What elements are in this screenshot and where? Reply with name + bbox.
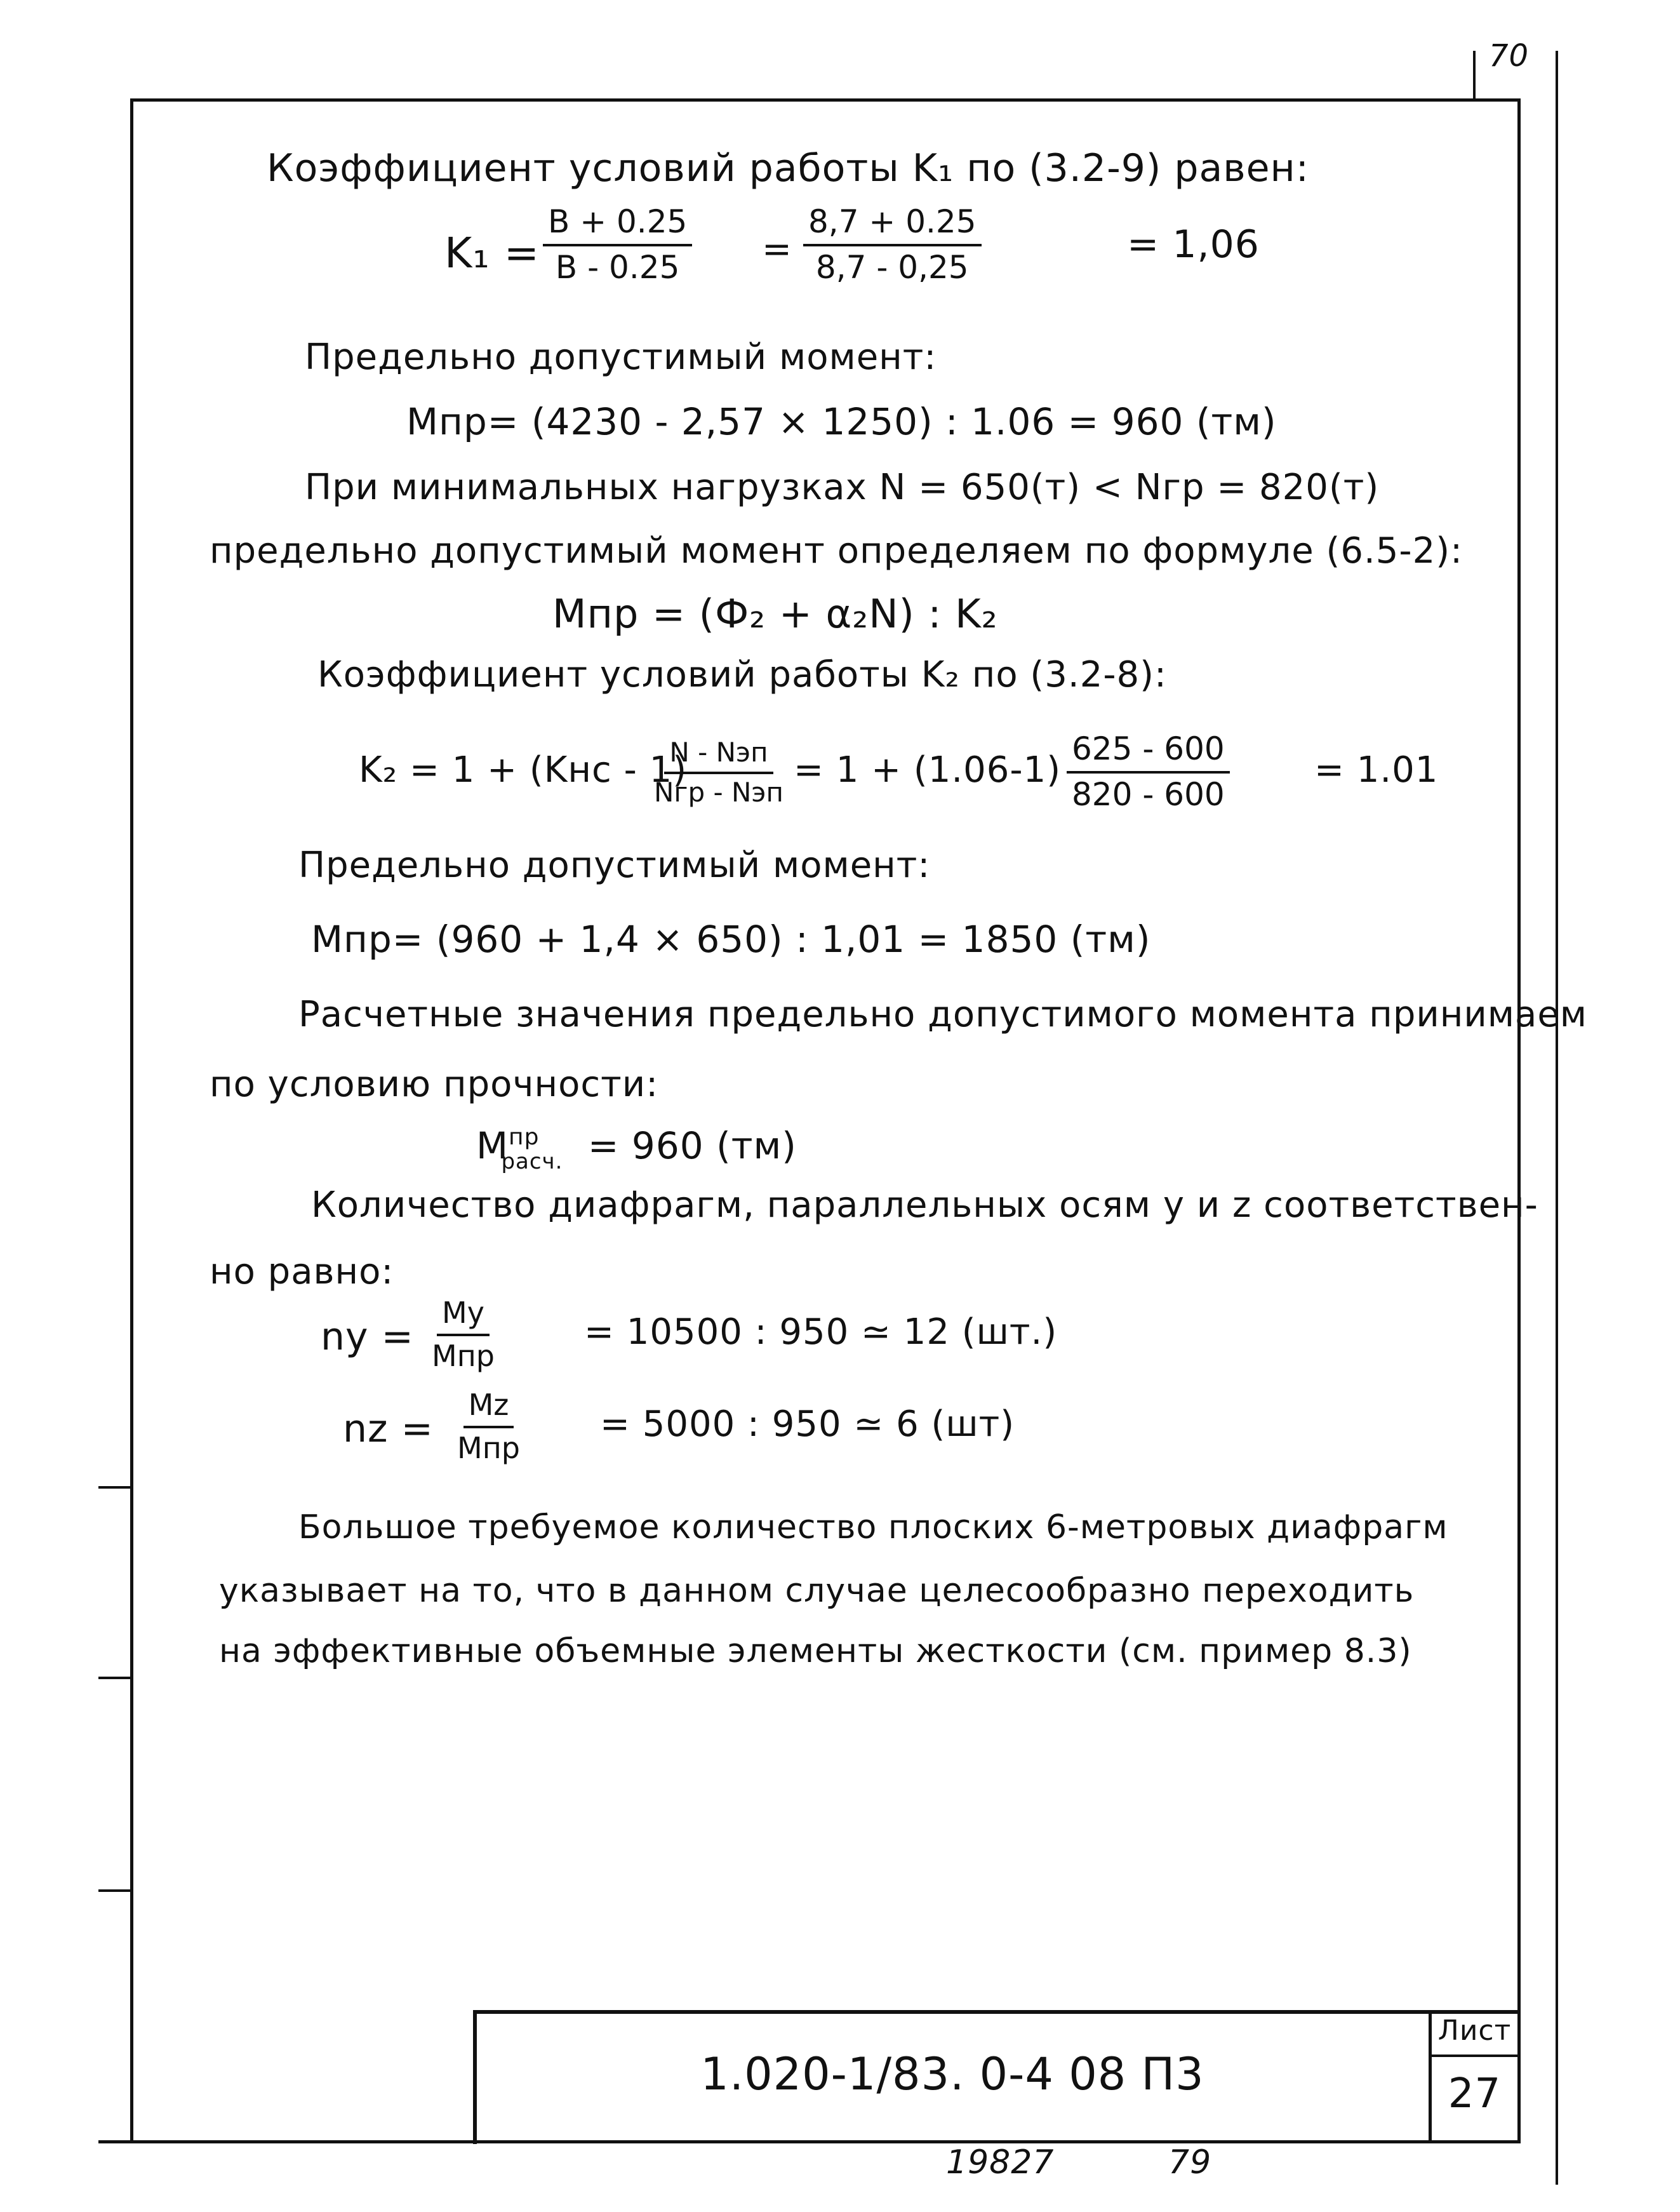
text-line-8: Коэффициент условий работы K₂ по (3.2-8):	[317, 654, 1167, 695]
k1-fraction-2	[803, 203, 982, 286]
k1-f1-num: B + 0.25	[543, 203, 692, 246]
k1-f1-den: B - 0.25	[555, 249, 680, 286]
frame-outer-right	[1556, 51, 1558, 2185]
text-line-6: предельно допустимый момент определяем по формуле (6.5-2):	[210, 530, 1463, 572]
nz-den: Mпр	[457, 1431, 520, 1465]
m-rasch-symbol: M	[476, 1124, 509, 1167]
k2-fraction-1	[654, 737, 783, 808]
text-line-10: Предельно допустимый момент:	[298, 845, 931, 886]
title-block-sheet-label: Лист	[1437, 2014, 1512, 2047]
k2-f1-den: Nгр - Nэп	[654, 777, 783, 808]
text-line-4: Mпр= (4230 - 2,57 × 1250) : 1.06 = 960 (тм)	[406, 400, 1277, 443]
footer-number-left: 19827	[946, 2143, 1055, 2182]
margin-tick-3	[98, 1889, 133, 1892]
text-line-21: на эффективные объемные элементы жесткости (см. пример 8.3)	[219, 1632, 1412, 1670]
k2-f2-den: 820 - 600	[1072, 776, 1225, 813]
text-line-15: Количество диафрагм, параллельных осям y и z соответствен-	[311, 1184, 1538, 1226]
text-line-19: Большое требуемое количество плоских 6-метровых диафрагм	[298, 1508, 1448, 1546]
text-line-20: указывает на то, что в данном случае целесообразно переходить	[219, 1572, 1415, 1610]
k1-fraction-1	[543, 203, 692, 286]
text-line-11: Mпр= (960 + 1,4 × 650) : 1,01 = 1850 (тм)	[311, 918, 1151, 961]
title-block-sheet-divider	[1429, 2054, 1521, 2057]
nz-rest: = 5000 : 950 ≃ 6 (шт)	[600, 1404, 1015, 1445]
nz-lhs: nz =	[343, 1407, 434, 1451]
k1-result: = 1,06	[1127, 222, 1260, 267]
text-line-5: При минимальных нагрузках N = 650(т) < Nгр = 820(т)	[305, 467, 1380, 508]
ny-rest: = 10500 : 950 ≃ 12 (шт.)	[584, 1311, 1058, 1353]
k1-f2-num: 8,7 + 0.25	[803, 203, 982, 246]
text-line-7: Mпр = (Ф₂ + α₂N) : K₂	[552, 591, 998, 637]
text-line-13: по условию прочности:	[210, 1064, 659, 1105]
frame-corner-tick	[1473, 51, 1476, 102]
margin-tick-1	[98, 1486, 133, 1489]
frame-top	[130, 98, 1521, 102]
k1-f2-den: 8,7 - 0,25	[815, 249, 969, 286]
ny-fraction	[432, 1296, 495, 1373]
text-line-16: но равно:	[210, 1251, 394, 1292]
text-line-3: Предельно допустимый момент:	[305, 337, 937, 378]
ny-den: Mпр	[432, 1339, 495, 1373]
footer-number-right: 79	[1168, 2143, 1212, 2182]
m-rasch-value: = 960 (тм)	[587, 1124, 797, 1167]
nz-fraction	[457, 1388, 520, 1465]
corner-page-number: 70	[1489, 38, 1530, 74]
k2-mid: = 1 + (1.06-1)	[794, 749, 1062, 791]
k2-f1-num: N - Nэп	[664, 737, 773, 774]
m-rasch-sup: пр	[509, 1124, 540, 1150]
text-line-1: Коэффициент условий работы K₁ по (3.2-9) равен:	[267, 146, 1309, 191]
frame-left	[130, 98, 133, 2143]
frame-right	[1517, 98, 1521, 2143]
k1-lhs: K₁ =	[444, 229, 540, 278]
k2-lhs: K₂ = 1 + (Kнс - 1)	[359, 749, 688, 791]
m-rasch-line	[476, 1124, 797, 1174]
margin-tick-2	[98, 1677, 133, 1679]
k2-fraction-2	[1067, 730, 1230, 813]
ny-num: My	[437, 1296, 490, 1336]
nz-num: Mz	[463, 1388, 514, 1428]
title-block-code: 1.020-1/83. 0-4 08 П3	[700, 2048, 1204, 2100]
title-block-sheet-number: 27	[1448, 2070, 1502, 2117]
ny-lhs: ny =	[321, 1315, 414, 1359]
k2-result: = 1.01	[1314, 749, 1439, 791]
text-line-12: Расчетные значения предельно допустимого момента принимаем	[298, 994, 1588, 1035]
m-rasch-sub: расч.	[501, 1149, 563, 1174]
k2-f2-num: 625 - 600	[1067, 730, 1230, 774]
k1-eq: =	[762, 229, 792, 270]
